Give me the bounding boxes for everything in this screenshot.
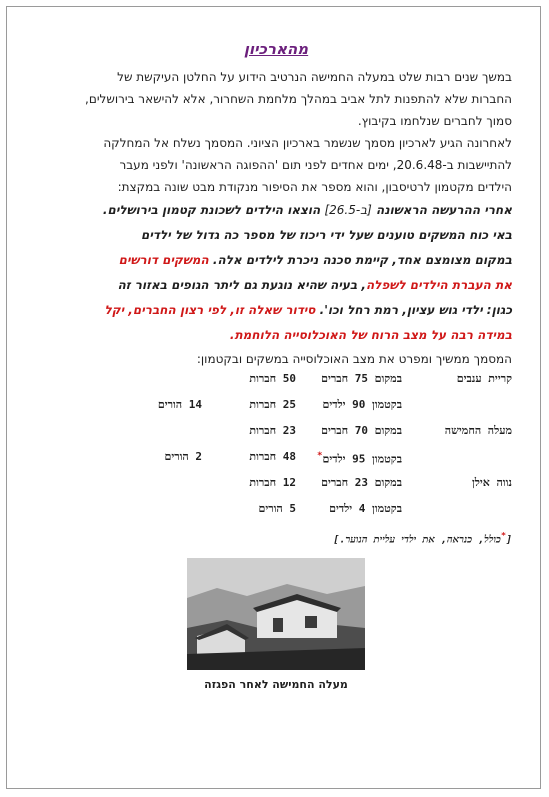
location-count: במקום 23 חברים: [321, 476, 402, 489]
quote-text: , בעיה שהיא נוגעת גם ליתר הגופים באזור זה: [117, 278, 366, 292]
intro-line: סמוך לחברים שנלחמו בקיבוץ.: [357, 114, 512, 128]
archive-photo: [187, 558, 365, 670]
location-count: בקטמון 90 ילדים: [322, 398, 402, 411]
footnote: [333, 530, 512, 545]
location-count: במקום 75 חברים: [321, 372, 402, 385]
quote-highlight: סידור שאלה זו, לפי רצון החברים, יקל: [104, 303, 316, 317]
quote-line: [40, 198, 512, 223]
population-table: [40, 372, 512, 548]
location-count: במקום 70 חברים: [321, 424, 402, 437]
place-name: קריית ענבים: [456, 372, 512, 385]
members-count: 23 חברות: [249, 424, 296, 437]
place-name: מעלה החמישה: [444, 424, 512, 437]
para2-line: להתיישבות ב-20.6.48, ימים אחדים לפני תום 'ההפוגה הראשונה' ולפני מעבר: [119, 158, 512, 172]
members-count: 50 חברות: [249, 372, 296, 385]
quote-highlight: את העברת הילדים לשפלה: [365, 278, 512, 292]
page-title: מהארכיון: [243, 40, 309, 58]
parents-count: 14 הורים: [157, 398, 202, 411]
quote-line: באי כוח המשקים טוענים שעל ידי ריכוז של מספר כה גדול של ילדים: [141, 228, 512, 242]
asterisk-mark: *: [316, 450, 323, 461]
quote-text: כגון: ילדי גוש עציון, רמת רחל וכו'.: [315, 303, 512, 317]
footnote-text: כולל, כנראה, את ילדי עליית הנוער.]: [333, 534, 501, 546]
quote-line: [40, 248, 512, 273]
intro-line: במשך שנים רבות שלט במעלה החמישה הנרטיב הידוע על החלטן העיקשת של: [117, 70, 512, 84]
quote-text: הוצאו הילדים לשכונת קטמון בירושלים.: [102, 203, 325, 217]
kibbutz-ruins-photo: [187, 558, 365, 670]
stats-intro: המסמך ממשיך ומפרט את מצב האוכלוסייה במשקים ובקטמון:: [196, 352, 512, 366]
location-count: בקטמון 4 ילדים: [329, 502, 402, 515]
members-count: 12 חברות: [249, 476, 296, 489]
document-body: [40, 40, 512, 691]
quote-text: במקום מצומצם אחד, קיימת סכנה ניכרת לילדים אלה.: [208, 253, 512, 267]
para2-line: הילדים מקטמון לרטיסבון, והוא מספר את הסיפור מנקודת מבט שונה במקצת:: [117, 180, 512, 194]
place-name: נווה אילן: [471, 476, 512, 489]
location-count: [317, 450, 402, 466]
asterisk-mark: *: [500, 530, 506, 540]
quote-highlight: המשקים דורשים: [118, 253, 209, 267]
intro-line: החברות שלא להתפנות לתל אביב במהלך מלחמת השחרור, אלא להישאר בירושלים,: [85, 92, 512, 106]
members-count: 48 חברות: [249, 450, 296, 463]
quote-text: אחרי ההרעשה הראשונה: [371, 203, 512, 217]
footnote-bracket: [: [505, 534, 512, 546]
quote-date: [ב-26.5]: [324, 203, 372, 217]
quote-line: במידה רבה על מצב הרוח של האוכלוסייה הלוחמת.: [229, 328, 512, 342]
location-count-text: בקטמון 95 ילדים: [322, 452, 402, 466]
para2-line: לאחרונה הגיע לארכיון מסמך שנשמר בארכיון הציוני. המסמך נשלח אל המחלקה: [103, 136, 512, 150]
quote-line: [40, 273, 512, 298]
parents-count: 2 הורים: [164, 450, 202, 463]
quote-line: [40, 298, 512, 323]
members-count: 5 הורים: [258, 502, 296, 515]
photo-caption: מעלה החמישה לאחר הפגזה: [204, 678, 348, 691]
members-count: 25 חברות: [249, 398, 296, 411]
